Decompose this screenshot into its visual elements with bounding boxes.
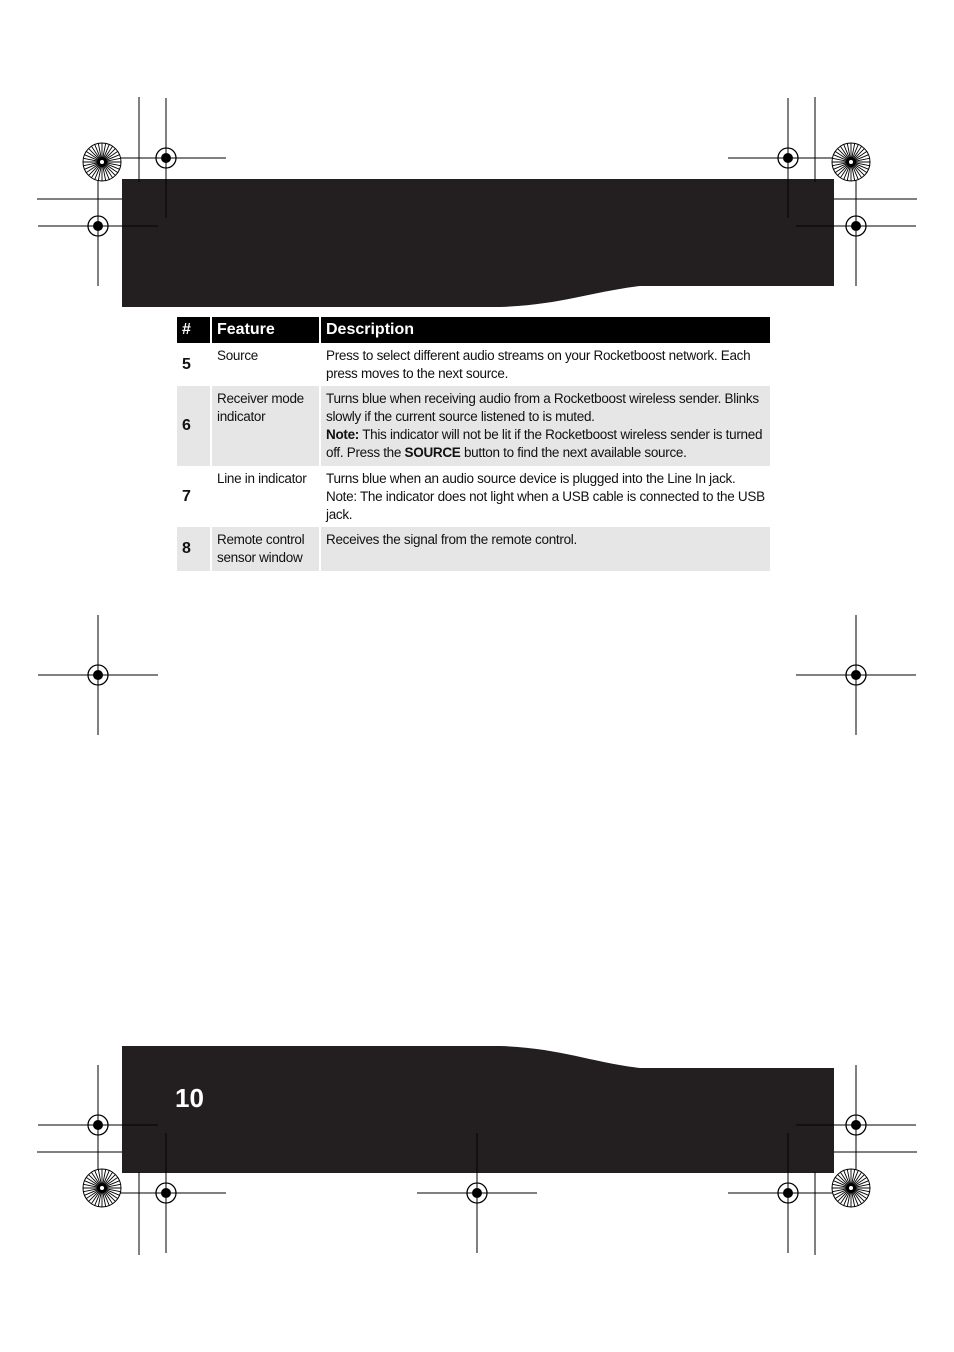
row-feature: Line in indicator [212,466,321,527]
row-num: 5 [177,343,212,386]
page-number: 10 [175,1083,204,1113]
table-row [177,386,770,466]
note-text-end: button to find the next available source. [460,445,687,460]
row-feature: Source [212,343,321,386]
row-num: 8 [177,527,212,571]
table-row [177,466,770,527]
header-description: Description [326,321,415,338]
row-description: Turns blue when receiving audio from a Rocketboost wireless sender. Blinks slowly if the current source listened to is muted. [326,391,759,424]
header-band [122,179,834,307]
table-header-row [177,317,770,343]
table-row [177,527,770,571]
feature-table [177,317,770,571]
row-description-cell [321,466,770,527]
row-feature: Remote control sensor window [212,527,321,571]
note-label: Note: [326,427,359,442]
row-description-note: Note: The indicator does not light when a USB cable is connected to the USB jack. [326,489,765,522]
row-feature: Receiver mode indicator [212,386,321,466]
row-description: Receives the signal from the remote control. [326,532,577,547]
row-num: 6 [177,386,212,466]
header-feature: Feature [212,317,321,343]
row-num: 7 [177,466,212,527]
row-description: Press to select different audio streams on your Rocketboost network. Each press moves to the next source. [326,348,751,381]
table-row [177,343,770,386]
header-num: # [177,317,212,343]
footer-band [122,1046,834,1173]
note-source-button-name: SOURCE [404,445,461,460]
row-description: Turns blue when an audio source device is plugged into the Line In jack. [326,471,736,486]
note-text: This indicator will not be lit if the Rocketboost wireless sender is turned off. Press the [326,427,763,460]
row-description-cell [321,386,770,466]
